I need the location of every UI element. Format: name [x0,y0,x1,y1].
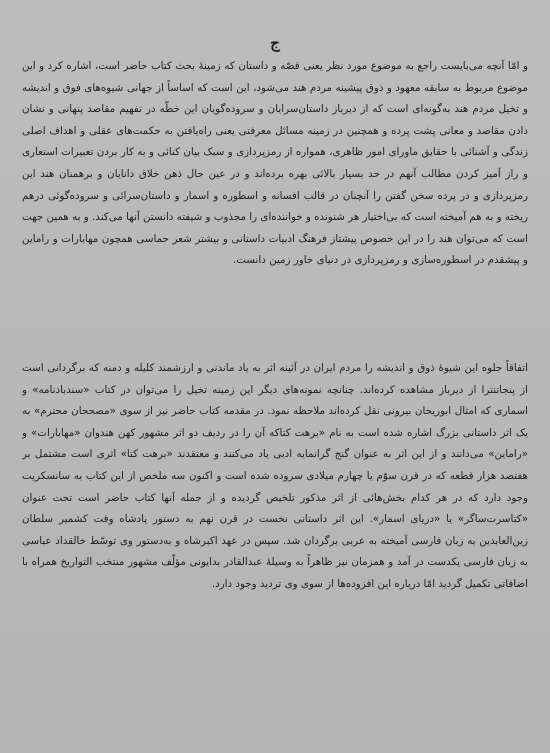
paragraph-1: و امّا آنچه می‌بایست راجع به موضوع مورد نظر یعنی قصّه و داستان که زمینهٔ بحث کتاب حاضر است، اشاره کرد و این موضوع مربوط به سابقه معهود و ذوق پیشینه مردم هند می‌شود، این است که اساساً از جهانی شیوه‌های فوق و اندیشه و تخیل مردم هند به‌گونه‌ای است که از دیرباز داستان‌سرایان و سروده‌گویان این خطّه در تفهیم مقاصد پنهانی و نشان دادن مقاصد و معانی پشت پرده و همچنین در زمینه مسائل معرفتی یعنی راه‌یافتن به حکمت‌های عقلی و اهداف اصلی زندگی و آشنائی با حقایق ماورای امور ظاهری، همواره از رمزپردازی و سبک بیان کنائی و به کار بردن تعبیرات استعاری و راز آمیز کردن مطالب آنهم در حد بسیار بالائی بهره برده‌اند و در عین حال ذهن خلاق دانایان و برهمنان هند این رمزپردازی و در پرده سخن گفتن را آنچنان در قالب افسانه و اسطوره و اسمار و داستان‌سرائی و سروده‌گوئی درهم ریخته و به هم آمیخته است که بی‌اختیار هر شنونده و خواننده‌ای را مجذوب و شیفته دانستن آنها می‌کند. و به همین جهت است که می‌توان هند را در این خصوص پیشتاز فرهنگ ادبیات داستانی و بیشتر شعر حماسی همچون مهابارات و راماین و پیشقدم در اسطوره‌سازی و رمزپردازی در دنیای خاور زمین دانست. [22,60,528,267]
paragraph-2: اتفاقاً جلوه این شیوهٔ ذوق و اندیشه را مردم ایران در آئینه اثر به یاد ماندنی و ارزشمند کلیله و دمنه که برگردانی است از پنجاتنترا از دیرباز مشاهده کرده‌اند. چنانچه نمونه‌های دیگر این زمینه تخیل را می‌توان در کتاب «سندبادنامه» و اسماری که امثال ابوریحان بیرونی نقل کرده‌اند ملاحظه نمود. در مقدمه کتاب حاضر نیز از سوی «مصححان محترم» به یک اثر داستانی بزرگ اشاره شده است به نام «برهت کتاکه آن را در ردیف دو اثر مشهور کهن هندوان «مهابارات» و «راماین» می‌دانند و از این اثر به عنوان گنج گرانمایه ادبی یاد می‌کنند و معتقدند «برهت کتا» اثری است مشتمل بر هفتصد هزار قطعه که در قرن سوّم یا چهارم میلادی سروده شده است و اکنون سه ملخص از این کتاب به سانسکریت وجود دارد که در هر کدام بخش‌هائی از اثر مذکور تلخیص گردیده و از جمله آنها کتاب حاضر است تحت عنوان «کتاسرت‌ساگر» یا «دریای اسمار». این اثر داستانی نخست در قرن نهم به دستور پادشاه وقت کشمیر سلطان زین‌العابدین به زبان فارسی آمیخته به عربی برگردان شد. سپس در عهد اکبرشاه و به‌دستور وی توسّط خالقداد عباسی به زبان فارسی یکدست در آمد و همزمان نیز ظاهراً به وسیلهٔ عبدالقادر بدایونی مؤلّف مشهور منتخب التواریخ همراه با اضافاتی تکمیل گردید امّا درباره این افزوده‌ها از سوی وی تردید وجود دارد. [22,362,528,590]
body-text [22,56,528,738]
page-letter-heading: ج [270,34,280,52]
